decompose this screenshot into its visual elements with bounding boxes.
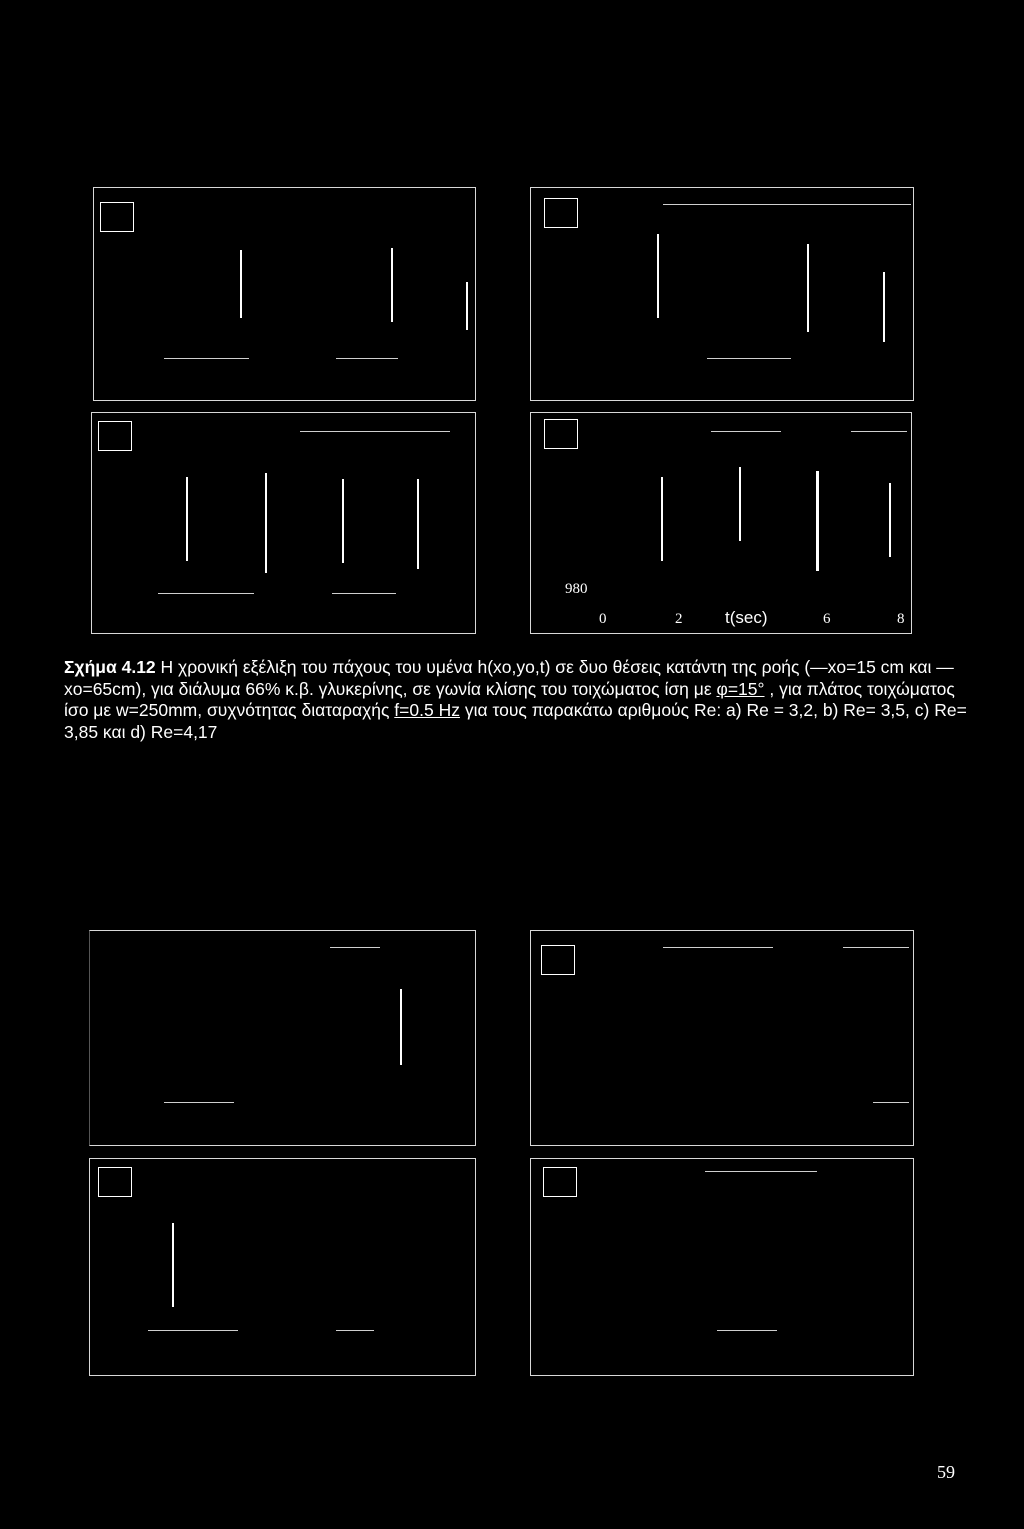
- baseline-segment: [164, 358, 249, 359]
- baseline-segment: [711, 431, 781, 432]
- panel-a: [93, 187, 476, 401]
- baseline-segment: [336, 1330, 374, 1331]
- panel-b: [530, 187, 914, 401]
- caption-phi: φ=15°: [716, 678, 765, 699]
- panel-label-box: [100, 202, 134, 232]
- trace-spike: [657, 234, 659, 318]
- panel-a-bottom: [89, 930, 476, 1146]
- figure-caption: [64, 657, 974, 743]
- baseline-segment: [158, 593, 254, 594]
- baseline-segment: [843, 947, 909, 948]
- trace-spike: [807, 244, 809, 332]
- baseline-segment: [336, 358, 398, 359]
- x-tick-label: 2: [675, 611, 683, 627]
- caption-text-3: για τους παρακάτω αριθμούς Re: a) Re = 3,2, b) Re= 3,5, c) Re= 3,85 και d) Re=4,17: [64, 700, 967, 742]
- trace-spike: [661, 477, 663, 561]
- baseline-segment: [330, 947, 380, 948]
- trace-spike: [417, 479, 419, 569]
- baseline-segment: [873, 1102, 909, 1103]
- caption-text-2: , για πλάτος τοιχώματος ίσο με w=250mm, συχνότητας διαταραχής: [64, 678, 955, 720]
- trace-spike: [240, 250, 242, 318]
- trace-spike: [466, 282, 468, 330]
- baseline-segment: [300, 431, 450, 432]
- panel-label-box: [98, 421, 132, 451]
- baseline-segment: [707, 358, 791, 359]
- baseline-segment: [332, 593, 396, 594]
- x-axis-label: t(sec): [725, 608, 768, 627]
- baseline-segment: [164, 1102, 234, 1103]
- trace-spike: [816, 471, 819, 571]
- trace-spike: [889, 483, 891, 557]
- trace-spike: [342, 479, 344, 563]
- trace-spike: [265, 473, 267, 573]
- trace-spike: [391, 248, 393, 322]
- baseline-segment: [851, 431, 907, 432]
- x-tick-label: 0: [599, 611, 607, 627]
- caption-text-1: Η χρονική εξέλιξη του πάχους του υμένα h(xo,yo,t) σε δυο θέσεις κατάντη της ροής (—xo=15 cm και — xo=65cm), για διάλυμα 66% κ.β. γλυκερίνης, σε γωνία κλίσης του τοιχώματος ίση με: [64, 657, 954, 699]
- trace-spike: [400, 989, 402, 1065]
- caption-frequency: f=0.5 Hz: [394, 700, 460, 720]
- panel-label-box: [98, 1167, 132, 1197]
- panel-d: [530, 412, 912, 634]
- panel-c-bottom: [89, 1158, 476, 1376]
- baseline-segment: [663, 947, 773, 948]
- panel-label-box: [543, 1167, 577, 1197]
- baseline-segment: [705, 1171, 817, 1172]
- trace-spike: [172, 1223, 174, 1307]
- trace-spike: [186, 477, 188, 561]
- x-tick-label: 6: [823, 611, 831, 627]
- x-tick-label: 8: [897, 611, 905, 627]
- y-tick-label: 980: [565, 581, 588, 597]
- trace-spike: [883, 272, 885, 342]
- panel-label-box: [544, 198, 578, 228]
- panel-b-bottom: [530, 930, 914, 1146]
- baseline-segment: [717, 1330, 777, 1331]
- panel-d-bottom: [530, 1158, 914, 1376]
- figure-label: Σχήμα 4.12: [64, 657, 156, 677]
- panel-label-box: [544, 419, 578, 449]
- baseline-segment: [663, 204, 911, 205]
- baseline-segment: [148, 1330, 238, 1331]
- page-number: 59: [937, 1462, 955, 1482]
- panel-c: [91, 412, 476, 634]
- trace-spike: [739, 467, 741, 541]
- panel-label-box: [541, 945, 575, 975]
